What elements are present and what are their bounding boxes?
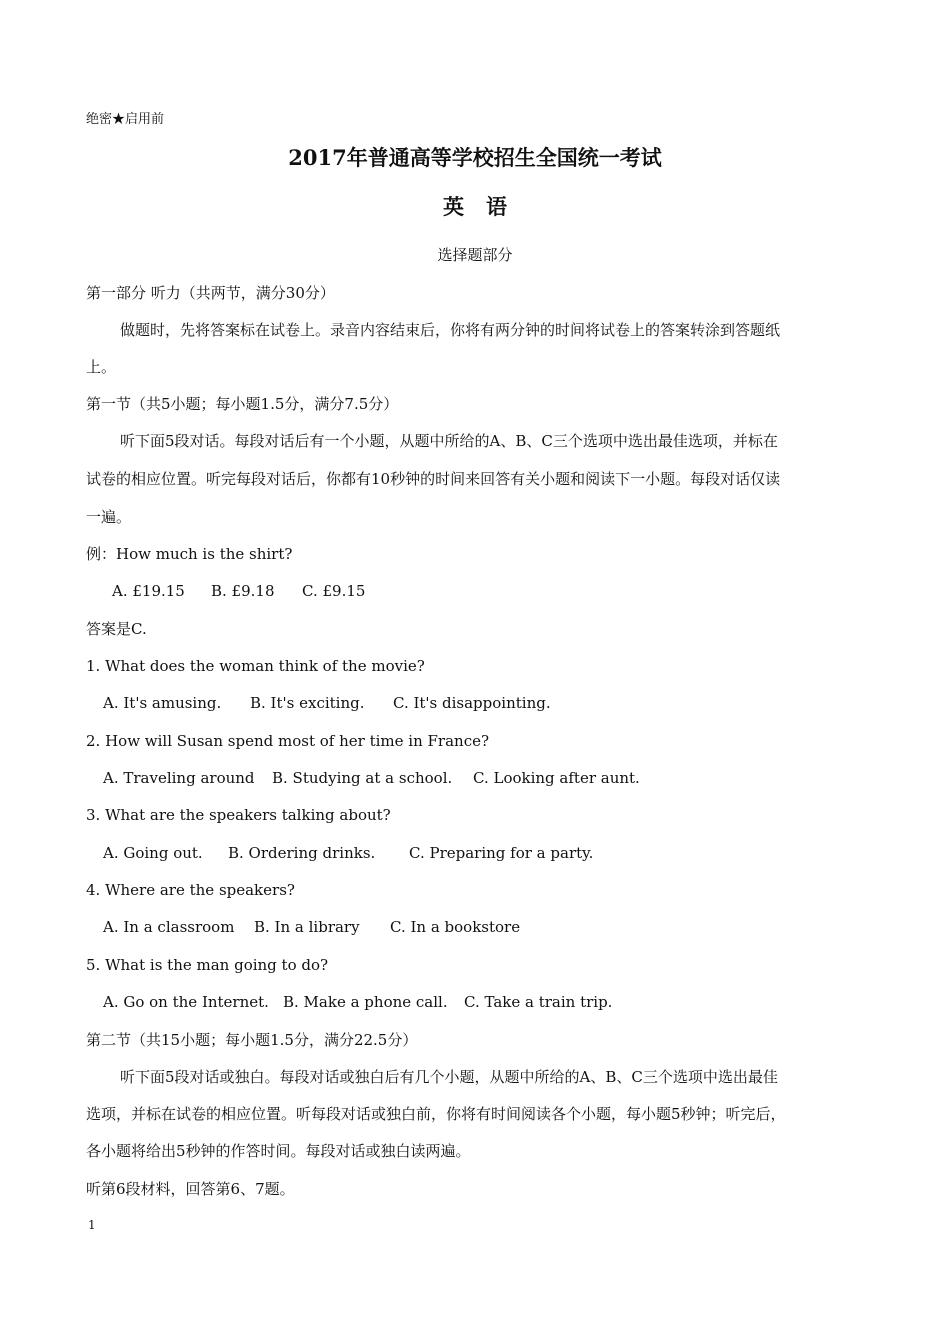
question-4-option-a: A. In a classroom <box>103 918 235 936</box>
part-one-instruction-line2: 上。 <box>86 358 117 376</box>
question-1: 1. What does the woman think of the movie? <box>86 657 425 675</box>
example-option-c: C. £9.15 <box>302 582 366 600</box>
question-3-option-c: C. Preparing for a party. <box>409 844 594 862</box>
example-option-a: A. £19.15 <box>112 582 185 600</box>
part-label: 选择题部分 <box>437 246 513 264</box>
section-two-instruction-line1: 听下面5段对话或独白。每段对话或独白后有几个小题，从题中所给的A、B、C三个选项中选出最佳 <box>120 1068 778 1086</box>
question-1-option-a: A. It's amusing. <box>103 694 222 712</box>
question-2-option-a: A. Traveling around <box>103 769 255 787</box>
question-5-option-c: C. Take a train trip. <box>464 993 613 1011</box>
section-two-instruction-line2: 选项，并标在试卷的相应位置。听每段对话或独白前，你将有时间阅读各个小题，每小题5秒钟；听完后， <box>86 1105 786 1123</box>
question-3-option-a: A. Going out. <box>103 844 203 862</box>
question-5-option-a: A. Go on the Internet. <box>103 993 269 1011</box>
section-one-heading: 第一节（共5小题；每小题1.5分，满分7.5分） <box>86 395 399 413</box>
question-5: 5. What is the man going to do? <box>86 956 329 974</box>
subject-title: 英语 <box>443 194 529 219</box>
section-one-instruction-line1: 听下面5段对话。每段对话后有一个小题，从题中所给的A、B、C三个选项中选出最佳选项，并标在 <box>120 432 778 450</box>
section-two-heading: 第二节（共15小题；每小题1.5分，满分22.5分） <box>86 1031 418 1049</box>
section-one-instruction-line2: 试卷的相应位置。听完每段对话后，你都有10秒钟的时间来回答有关小题和阅读下一小题。每段对话仅读 <box>86 470 781 488</box>
section-one-instruction-line3: 一遍。 <box>86 508 132 526</box>
question-1-option-b: B. It's exciting. <box>250 694 365 712</box>
example-question: 例：How much is the shirt? <box>86 545 293 563</box>
page-number: 1 <box>88 1218 96 1232</box>
section-two-instruction-line3: 各小题将给出5秒钟的作答时间。每段对话或独白读两遍。 <box>86 1142 471 1160</box>
secret-label: 绝密★启用前 <box>86 112 165 127</box>
question-3: 3. What are the speakers talking about? <box>86 806 391 824</box>
question-3-option-b: B. Ordering drinks. <box>228 844 376 862</box>
material-note: 听第6段材料，回答第6、7题。 <box>86 1180 295 1198</box>
question-2-option-c: C. Looking after aunt. <box>473 769 640 787</box>
example-answer: 答案是C. <box>86 620 147 638</box>
example-option-b: B. £9.18 <box>211 582 275 600</box>
question-4-option-c: C. In a bookstore <box>390 918 521 936</box>
question-2-option-b: B. Studying at a school. <box>272 769 453 787</box>
question-4: 4. Where are the speakers? <box>86 881 295 899</box>
question-1-option-c: C. It's disappointing. <box>393 694 551 712</box>
question-5-option-b: B. Make a phone call. <box>283 993 448 1011</box>
part-one-instruction-line1: 做题时，先将答案标在试卷上。录音内容结束后，你将有两分钟的时间将试卷上的答案转涂到答题纸 <box>120 321 781 339</box>
question-2: 2. How will Susan spend most of her time in France? <box>86 732 490 750</box>
part-one-heading: 第一部分 听力（共两节，满分30分） <box>86 284 335 302</box>
question-4-option-b: B. In a library <box>254 918 360 936</box>
exam-title: 2017年普通高等学校招生全国统一考试 <box>288 145 662 170</box>
